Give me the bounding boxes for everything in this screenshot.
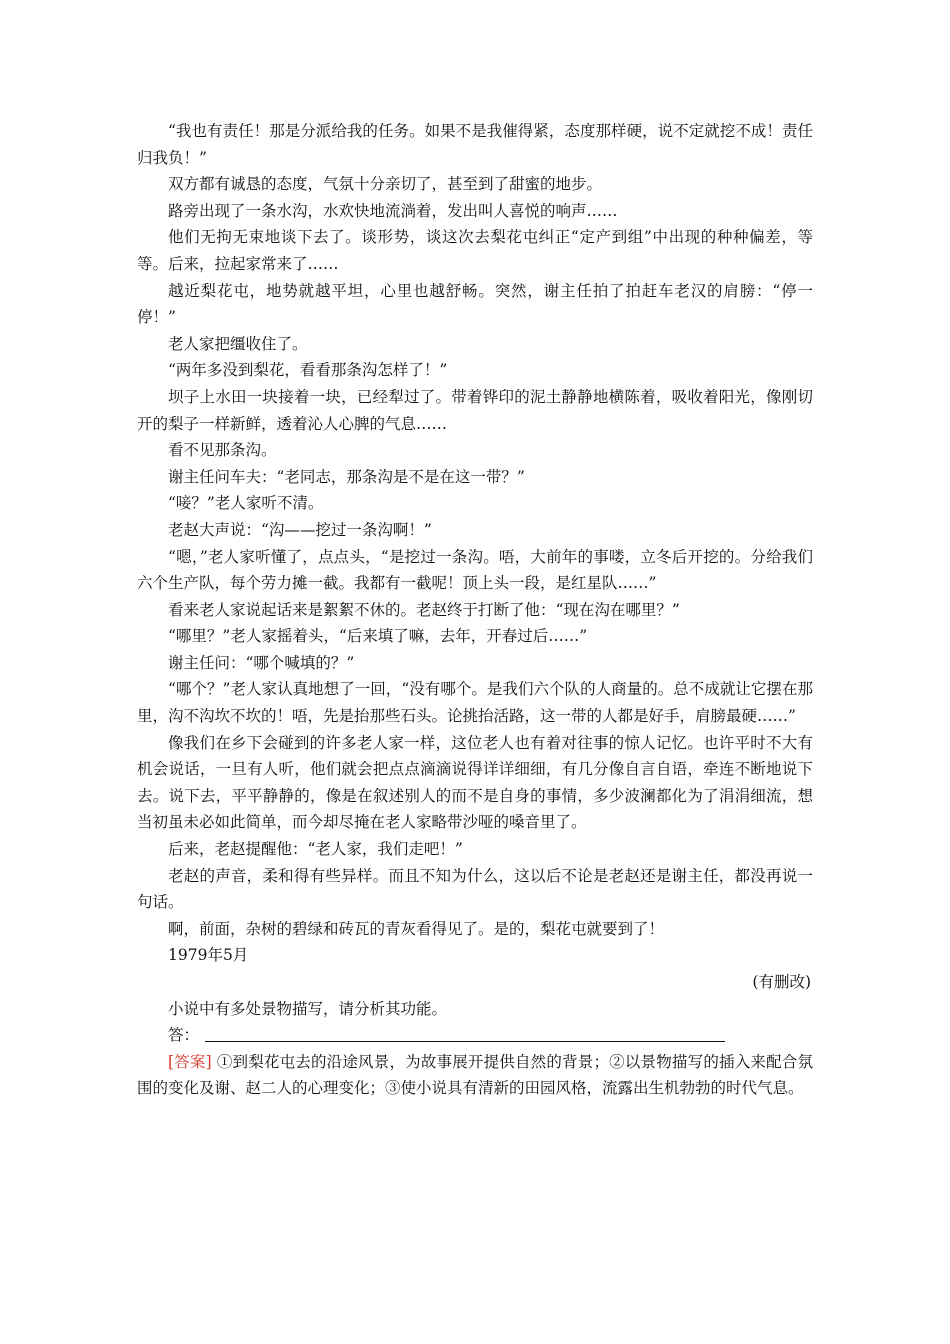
paragraph: 越近梨花屯，地势就越平坦，心里也越舒畅。突然，谢主任拍了拍赶车老汉的肩膀：“停一停！” [137, 281, 813, 327]
paragraph: 谢主任问：“哪个喊填的？” [168, 653, 355, 672]
paragraph: “我也有责任！那是分派给我的任务。如果不是我催得紧，态度那样硬，说不定就挖不成！责任归我负！” [137, 122, 813, 167]
answer-tag: [答案] [168, 1052, 212, 1071]
paragraph: 像我们在乡下会碰到的许多老人家一样，这位老人也有着对往事的惊人记忆。也许平时不大有机会说话，一旦有人听，他们就会把点点滴滴说得详详细细，有几分像自言自语，牵连不断地说下去。说下去，平平静静的，像是在叙述别人的而不是自身的事情，多少波澜都化为了涓涓细流，想当初虽未必如此简单，而今却尽掩在老人家略带沙哑的嗓音里了。 [137, 733, 813, 832]
paragraph: 老人家把缰收住了。 [168, 334, 308, 353]
paragraph: 啊，前面，杂树的碧绿和砖瓦的青灰看得见了。是的，梨花屯就要到了！ [168, 919, 665, 938]
paragraph: “两年多没到梨花，看看那条沟怎样了！” [168, 361, 448, 380]
paragraph: 老赵大声说：“沟——挖过一条沟啊！” [168, 520, 432, 539]
answer-block [137, 1049, 813, 1102]
answer-text: ①到梨花屯去的沿途风景，为故事展开提供自然的背景；②以景物描写的插入来配合氛围的变化及谢、赵二人的心理变化；③使小说具有清新的田园风格，流露出生机勃勃的时代气息。 [137, 1052, 813, 1098]
paragraph: “哪个？”老人家认真地想了一回，“没有哪个。是我们六个队的人商量的。总不成就让它摆在那里，沟不沟坎不坎的！唔，先是抬那些石头。论挑抬活路，这一带的人都是好手，肩膀最硬……” [137, 680, 813, 726]
paragraph: 坝子上水田一块接着一块，已经犁过了。带着铧印的泥土静静地横陈着，吸收着阳光，像刚切开的梨子一样新鲜，透着沁人心脾的气息…… [137, 387, 813, 433]
date-line: 1979年5月 [168, 946, 249, 965]
paragraph: 老赵的声音，柔和得有些异样。而且不知为什么，这以后不论是老赵还是谢主任，都没再说一句话。 [137, 866, 813, 912]
paragraph: “哪里？”老人家摇着头，“后来填了嘛，去年，开春过后……” [168, 627, 588, 646]
answer-blank[interactable] [205, 1025, 725, 1042]
paragraph: “嗯，”老人家听懂了，点点头，“是挖过一条沟。唔，大前年的事喽，立冬后开挖的。分给我们六个生产队，每个劳力摊一截。我都有一截呢！顶上头一段，是红星队……” [137, 547, 813, 593]
paragraph: 看不见那条沟。 [168, 441, 277, 460]
paragraph: 谢主任问车夫：“老同志，那条沟是不是在这一带？” [168, 467, 525, 486]
paragraph: 后来，老赵提醒他：“老人家，我们走吧！” [168, 840, 463, 859]
paragraph: 他们无拘无束地谈下去了。谈形势，谈这次去梨花屯纠正“定产到组”中出现的种种偏差，等等。后来，拉起家常来了…… [137, 228, 813, 273]
source-note: (有删改) [752, 973, 811, 991]
paragraph: 路旁出现了一条水沟，水欢快地流淌着，发出叫人喜悦的响声…… [168, 201, 618, 220]
paragraph: 双方都有诚恳的态度，气氛十分亲切了，甚至到了甜蜜的地步。 [168, 175, 603, 194]
document-body [137, 118, 813, 1102]
paragraph: “唼？”老人家听不清。 [168, 494, 324, 513]
paragraph: 看来老人家说起话来是絮絮不休的。老赵终于打断了他：“现在沟在哪里？” [168, 600, 680, 619]
answer-label: 答： [168, 1026, 200, 1045]
answer-line [137, 1022, 813, 1049]
question-text: 小说中有多处景物描写，请分析其功能。 [168, 999, 448, 1018]
